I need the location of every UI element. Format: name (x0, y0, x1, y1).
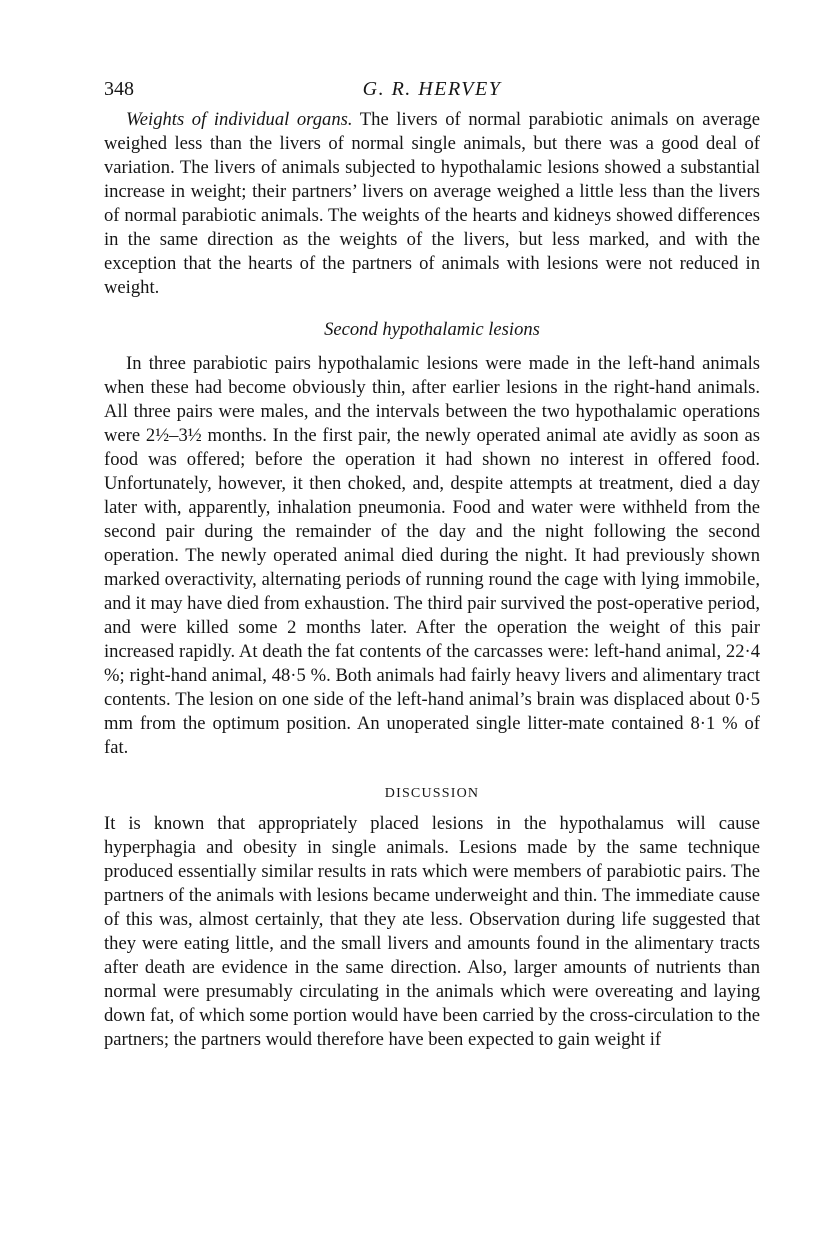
section-heading-second-lesions: Second hypothalamic lesions (324, 319, 540, 340)
run-in-heading: Weights of individual organs. (126, 109, 353, 130)
paragraph-organ-weights (104, 108, 760, 300)
paragraph-second-lesions: In three parabiotic pairs hypothalamic lesions were made in the left-hand animals when these had become obviously thin, after earlier lesions in the right-hand animals. All three pairs were males, and the intervals between the two hypothalamic operations were 2½–3½ months. In the first pair, the newly operated animal ate avidly as soon as food was offered; before the operation it had shown no interest in offered food. Unfortunately, however, it then choked, and, despite attempts at treatment, died a day later with, apparently, inhalation pneumonia. Food and water were withheld from the second pair during the remainder of the day and the night following the second operation. The newly operated animal died during the night. It had previously shown marked overactivity, alternating periods of running round the cage with lying immobile, and it may have died from exhaustion. The third pair survived the post-operative period, and were killed some 2 months later. After the operation the weight of this pair increased rapidly. At death the fat contents of the carcasses were: left-hand animal, 22·4 %; right-hand animal, 48·5 %. Both animals had fairly heavy livers and alimentary tract contents. The lesion on one side of the left-hand animal’s brain was displaced about 0·5 mm from the optimum position. An unoperated single litter-mate contained 8·1 % of fat. (104, 353, 760, 758)
running-head-author: G. R. HERVEY (362, 78, 502, 100)
paragraph-organ-weights-text: The livers of normal parabiotic animals on average weighed less than the livers of normal single animals, but there was a good deal of variation. The livers of animals subjected to hypothalamic lesions showed a substantial increase in weight; their partners’ livers on average weighed a little less than the livers of normal parabiotic animals. The weights of the hearts and kidneys showed differences in the same direction as the weights of the livers, but less marked, and with the exception that the hearts of the partners of animals with lesions were not reduced in weight. (104, 109, 760, 298)
section-heading-discussion: DISCUSSION (384, 786, 480, 801)
running-head (104, 78, 760, 108)
page-number: 348 (104, 78, 134, 100)
paragraph-discussion: It is known that appropriately placed lesions in the hypothalamus will cause hyperphagia and obesity in single animals. Lesions made by the same technique produced essentially similar results in rats which were members of parabiotic pairs. The partners of the animals with lesions became underweight and thin. The immediate cause of this was, almost certainly, that they ate less. Observation during life suggested that they were eating little, and the small livers and amounts found in the alimentary tracts after death are evidence in the same direction. Also, larger amounts of nutrients than normal were presumably circulating in the animals which were overeating and laying down fat, of which some portion would have been carried by the cross-circulation to the partners; the partners would therefore have been expected to gain weight if (104, 813, 760, 1050)
